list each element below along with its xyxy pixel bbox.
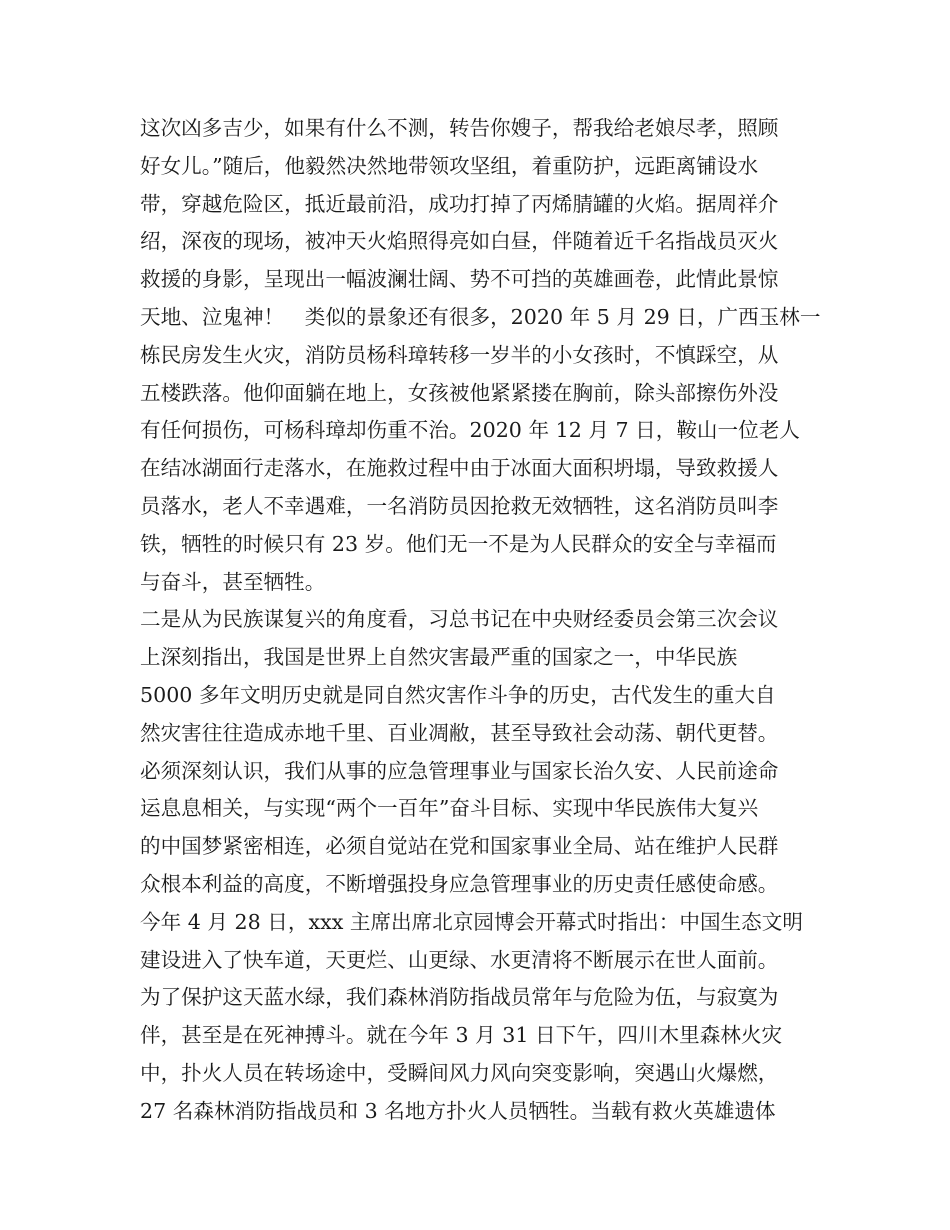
text-line: 建设进入了快车道，天更烂、山更绿、水更清将不断展示在世人面前。 (140, 947, 779, 972)
text-line: 的中国梦紧密相连，必须自觉站在党和国家事业全局、站在维护人民群 (140, 834, 779, 859)
text-line: 天地、泣鬼神！ 类似的景象还有很多，2020 年 5 月 29 日，广西玉林一 (140, 304, 821, 329)
text-line: 伴，甚至是在死神搏斗。就在今年 3 月 31 日下午，四川木里森林火灾 (140, 1023, 783, 1048)
text-line: 带，穿越危险区，抵近最前沿，成功打掉了丙烯腈罐的火焰。据周祥介 (140, 191, 779, 216)
text-line: 中，扑火人员在转场途中，受瞬间风力风向突变影响，突遇山火爆燃， (140, 1060, 779, 1085)
body-text (140, 110, 820, 1131)
text-line: 好女儿。”随后，他毅然决然地带领攻坚组，着重防护，远距离铺设水 (140, 153, 759, 178)
text-line: 必须深刻认识，我们从事的应急管理事业与国家长治久安、人民前途命 (140, 758, 779, 783)
text-line: 众根本利益的高度，不断增强投身应急管理事业的历史责任感使命感。 (140, 871, 779, 896)
text-line: 救援的身影，呈现出一幅波澜壮阔、势不可挡的英雄画卷，此情此景惊 (140, 267, 779, 292)
text-line: 铁，牺牲的时候只有 23 岁。他们无一不是为人民群众的安全与幸福而 (140, 531, 777, 556)
text-line: 五楼跌落。他仰面躺在地上，女孩被他紧紧搂在胸前，除头部擦伤外没 (140, 380, 779, 405)
text-line: 为了保护这天蓝水绿，我们森林消防指战员常年与危险为伍，与寂寞为 (140, 985, 779, 1010)
text-line: 栋民房发生火灾，消防员杨科璋转移一岁半的小女孩时，不慎踩空，从 (140, 342, 779, 367)
text-line: 运息息相关，与实现“两个一百年”奋斗目标、实现中华民族伟大复兴 (140, 796, 759, 821)
text-line: 27 名森林消防指战员和 3 名地方扑火人员牺牲。当载有救火英雄遗体 (140, 1098, 776, 1123)
text-line: 二是从为民族谋复兴的角度看，习总书记在中央财经委员会第三次会议 (140, 607, 779, 632)
text-line: 在结冰湖面行走落水，在施救过程中由于冰面大面积坍塌，导致救援人 (140, 456, 779, 481)
text-line: 5000 多年文明历史就是同自然灾害作斗争的历史，古代发生的重大自 (140, 682, 776, 707)
text-line: 然灾害往往造成赤地千里、百业凋敝，甚至导致社会动荡、朝代更替。 (140, 720, 779, 745)
text-line: 与奋斗，甚至牺牲。 (140, 569, 326, 594)
text-line: 今年 4 月 28 日，xxx 主席出席北京园博会开幕式时指出：中国生态文明 (140, 909, 803, 934)
text-line: 员落水，老人不幸遇难，一名消防员因抢救无效牺牲，这名消防员叫李 (140, 493, 779, 518)
text-line: 绍，深夜的现场，被冲天火焰照得亮如白昼，伴随着近千名指战员灭火 (140, 229, 779, 254)
text-line: 上深刻指出，我国是世界上自然灾害最严重的国家之一，中华民族 (140, 645, 738, 670)
text-line: 有任何损伤，可杨科璋却伤重不治。2020 年 12 月 7 日，鞍山一位老人 (140, 418, 800, 443)
text-line: 这次凶多吉少，如果有什么不测，转告你嫂子，帮我给老娘尽孝，照顾 (140, 116, 779, 140)
